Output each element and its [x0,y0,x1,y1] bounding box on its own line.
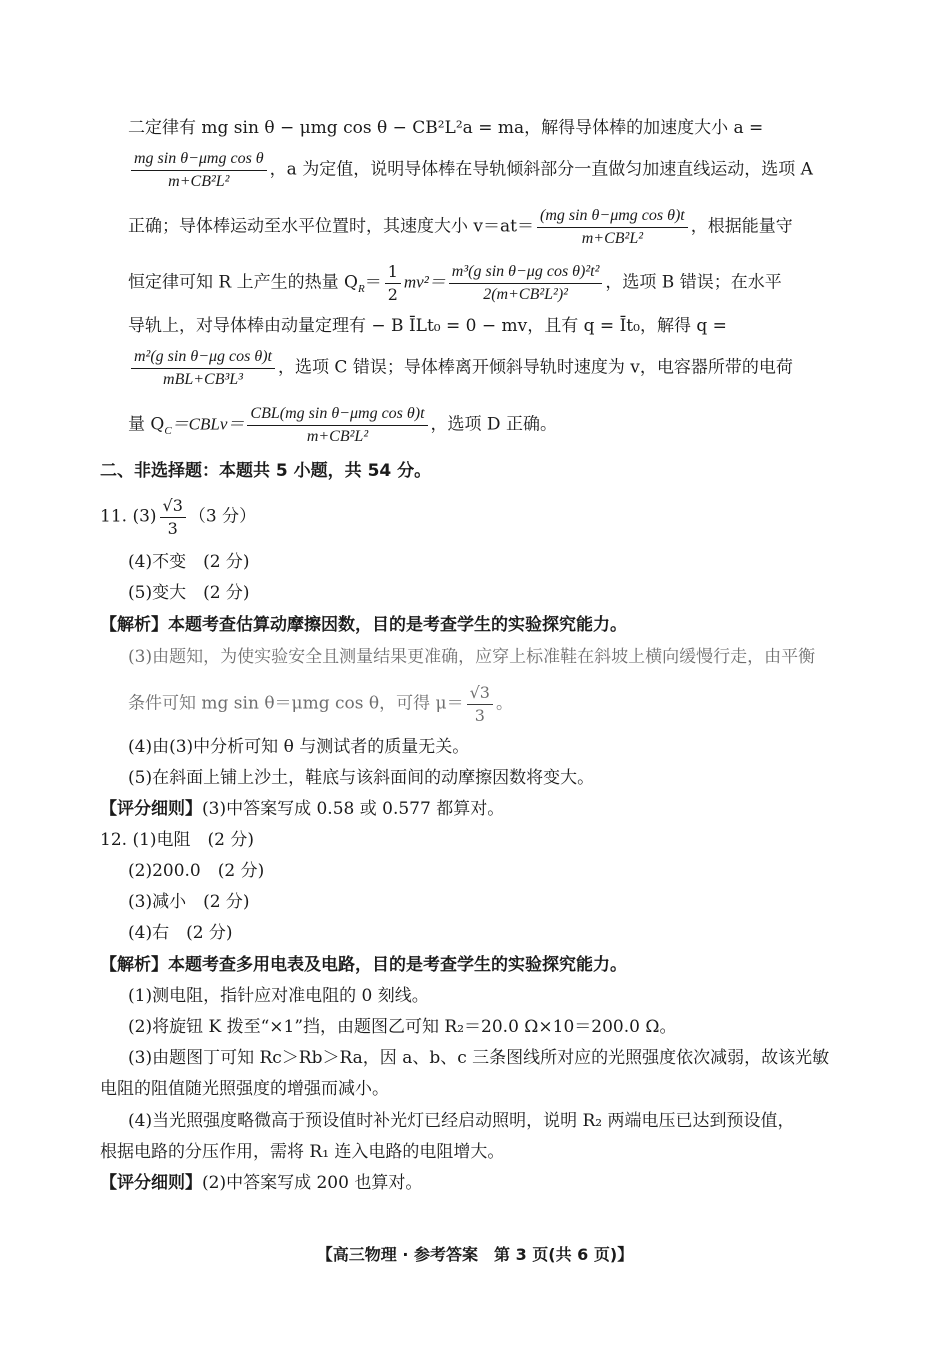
q11-answer-3-numerator: √3 [160,497,186,518]
q11-mu-fraction [467,684,493,724]
velocity-fraction-denominator: m+CB²L² [581,229,644,247]
sol10-line-6-post: ，选项 C 错误；导体棒离开倾斜导轨时速度为 v，电容器所带的电荷 [278,357,793,378]
q12-explain-2: (2)将旋钮 K 拨至“×1”挡，由题图乙可知 R₂＝20.0 Ω×10＝200.0 Ω。 [128,1017,677,1037]
q12-analysis [100,957,627,974]
q12-analysis-label: 【解析】 [100,955,168,975]
page-footer: 【高三物理 · 参考答案 第 3 页(共 6 页)】 [316,1245,634,1264]
charge-fraction-numerator: m²(g sin θ−μg cos θ)t [131,348,275,369]
q12-answer-4: (4)右 (2 分) [128,923,233,943]
q12-rubric-label: 【评分细则】 [100,1173,202,1193]
q12-analysis-text: 本题考查多用电表及电路，目的是考查学生的实验探究能力。 [168,955,627,975]
sol10-line-2 [128,150,813,190]
sol10-line-4-post: ，选项 B 错误；在水平 [605,272,782,293]
sol10-line-1 [128,120,855,137]
capacitor-subscript: C [164,424,172,437]
accel-fraction [131,150,267,190]
q11-answer-3-fraction [160,497,186,537]
q12-explain-4: (4)当光照强度略微高于预设值时补光灯已经启动照明，说明 R₂ 两端电压已达到预设值， [128,1111,795,1131]
sol10-line-5-text: 导轨上，对导体棒由动量定理有 − B ĪLt₀ = 0 − mv，且有 q = Īt₀，解得 q = [128,316,727,336]
q12-explain-1: (1)测电阻，指针应对准电阻的 0 刻线。 [128,986,429,1006]
q12-rubric-text: (2)中答案写成 200 也算对。 [202,1173,423,1193]
q11-analysis-label: 【解析】 [100,615,168,635]
q11-explain-5: (5)在斜面上铺上沙土，鞋底与该斜面间的动摩擦因数将变大。 [128,768,595,788]
heat-subscript: R [357,282,365,295]
q11-rubric-text: (3)中答案写成 0.58 或 0.577 都算对。 [202,799,505,819]
q11-explain-3-cont-pre: 条件可知 mg sin θ＝μmg cos θ，可得 μ＝ [128,693,464,714]
q11-explain-3-cont [128,684,513,724]
capacitor-fraction-numerator: CBL(mg sin θ−μmg cos θ)t [247,405,427,426]
q12-rubric [100,1175,422,1192]
sol10-line-4-mid: mv²＝ [403,272,446,292]
sol10-line-4-pre: 恒定律可知 R 上产生的热量 Q [128,272,358,293]
heat-fraction-denominator: 2(m+CB²L²)² [483,285,568,303]
sol10-line-4 [128,263,782,303]
charge-fraction-denominator: mBL+CB³L³ [163,370,243,388]
sol10-line-7 [128,405,557,445]
sol10-line-6 [128,348,793,388]
capacitor-fraction-denominator: m+CB²L² [306,427,369,445]
q12-answer-3: (3)减小 (2 分) [128,892,250,912]
q12-answer-2: (2)200.0 (2 分) [128,861,265,881]
q11-mu-numerator: √3 [467,684,493,705]
sol10-line-3-post: ，根据能量守 [690,216,793,237]
q12-explain-3: (3)由题图丁可知 Rc＞Rb＞Ra，因 a、b、c 三条图线所对应的光照强度依次减弱，故该光敏 [128,1048,830,1068]
sol10-line-5 [128,318,727,335]
q12-explain-3-cont: 电阻的阻值随光照强度的增强而减小。 [100,1079,389,1099]
q11-explain-4: (4)由(3)中分析可知 θ 与测试者的质量无关。 [128,737,470,757]
sol10-line-2-text: ，a 为定值，说明导体棒在导轨倾斜部分一直做匀加速直线运动，选项 A [269,159,813,180]
velocity-fraction-numerator: (mg sin θ−μmg cos θ)t [537,207,688,228]
q11-explain-3-cont-post: 。 [495,693,513,714]
half-fraction [385,263,401,303]
sol10-line-7-pre: 量 Q [128,414,165,435]
q11-answer-5: (5)变大 (2 分) [128,583,250,603]
sol10-line-3-pre: 正确；导体棒运动至水平位置时，其速度大小 v＝at＝ [128,216,534,237]
accel-fraction-denominator: m+CB²L² [168,172,230,190]
q11-answer-3-prefix: 11. (3) [100,506,157,527]
section-heading: 二、非选择题：本题共 5 小题，共 54 分。 [100,461,432,481]
sol10-line-3 [128,207,793,247]
velocity-fraction [537,207,688,247]
heat-fraction [449,263,603,303]
sol10-line-4-eq: ＝ [364,272,382,293]
q11-rubric-label: 【评分细则】 [100,799,202,819]
q12-answer-1: 12. (1)电阻 (2 分) [100,830,255,850]
sol10-line-7-mid: ＝CBLv＝ [171,414,245,434]
half-fraction-numerator: 1 [385,263,401,284]
q11-answer-3 [100,497,256,537]
q11-answer-3-score: （3 分） [188,506,257,527]
q11-analysis [100,617,627,634]
charge-fraction [131,348,275,388]
q11-mu-denominator: 3 [474,705,485,725]
q12-explain-4-cont: 根据电路的分压作用，需将 R₁ 连入电路的电阻增大。 [100,1142,505,1162]
sol10-line-7-post: ，选项 D 正确。 [430,414,557,435]
q11-rubric [100,801,504,818]
q11-analysis-text: 本题考查估算动摩擦因数，目的是考查学生的实验探究能力。 [168,615,627,635]
half-fraction-denominator: 2 [387,284,398,304]
heat-fraction-numerator: m³(g sin θ−μg cos θ)²t² [449,263,603,284]
q11-explain-3: (3)由题知，为使实验安全且测量结果更准确，应穿上标准鞋在斜坡上横向缓慢行走，由平衡 [128,647,816,667]
q11-answer-4: (4)不变 (2 分) [128,552,250,572]
q11-answer-3-denominator: 3 [167,518,178,538]
capacitor-fraction [247,405,427,445]
accel-fraction-numerator: mg sin θ−μmg cos θ [131,150,267,171]
sol10-line-1-text: 二定律有 mg sin θ − μmg cos θ − CB²L²a = ma，解得导体棒的加速度大小 a = [128,118,764,138]
